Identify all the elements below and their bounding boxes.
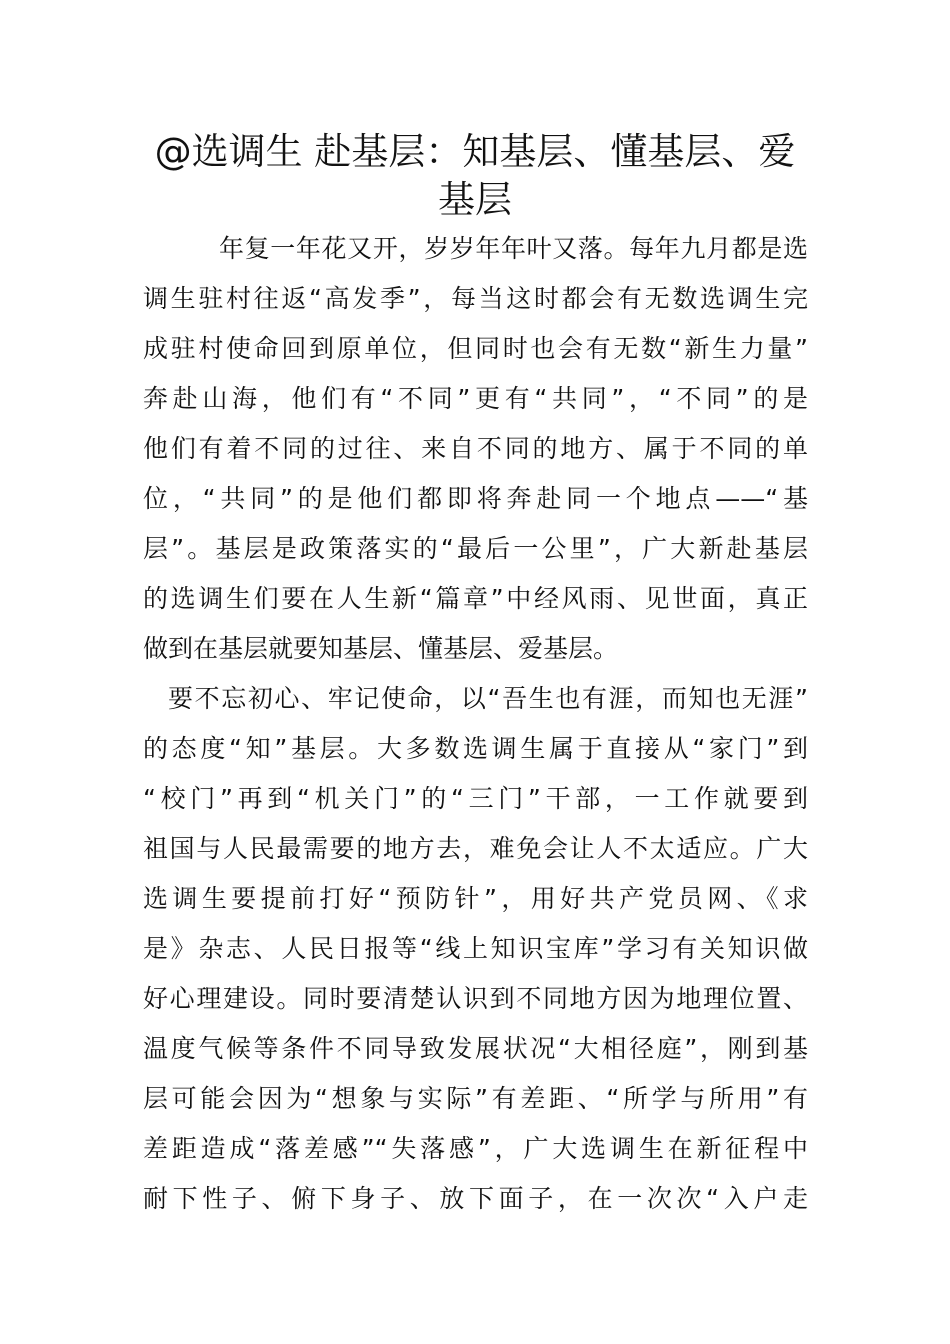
- paragraph-line: 选调生要提前打好“预防针”，用好共产党员网、《求: [143, 884, 808, 913]
- paragraph-line: 祖国与人民最需要的地方去，难免会让人不太适应。广大: [143, 834, 808, 863]
- paragraph-line: 的选调生们要在人生新“篇章”中经风雨、见世面，真正: [143, 584, 808, 613]
- paragraph-line: 年复一年花又开，岁岁年年叶又落。每年九月都是选: [219, 234, 808, 263]
- paragraph-line: 调生驻村往返“高发季”，每当这时都会有无数选调生完: [143, 284, 808, 313]
- paragraph-line: 温度气候等条件不同导致发展状况“大相径庭”，刚到基: [143, 1034, 808, 1063]
- paragraph-line: “校门”再到“机关门”的“三门”干部，一工作就要到: [143, 784, 808, 813]
- paragraph-line: 层”。基层是政策落实的“最后一公里”，广大新赴基层: [143, 534, 808, 563]
- paragraph-line: 位，“共同”的是他们都即将奔赴同一个地点——“基: [143, 484, 808, 513]
- paragraph-line: 成驻村使命回到原单位，但同时也会有无数“新生力量”: [143, 334, 808, 363]
- paragraph-line: 的态度“知”基层。大多数选调生属于直接从“家门”到: [143, 734, 808, 763]
- paragraph-line: 奔赴山海，他们有“不同”更有“共同”，“不同”的是: [143, 384, 808, 413]
- paragraph-line: 差距造成“落差感”“失落感”，广大选调生在新征程中: [143, 1134, 808, 1163]
- paragraph-line: 是》杂志、人民日报等“线上知识宝库”学习有关知识做: [143, 934, 808, 963]
- paragraph-line: 耐下性子、俯下身子、放下面子，在一次次“入户走: [143, 1184, 808, 1213]
- paragraph-line: 好心理建设。同时要清楚认识到不同地方因为地理位置、: [143, 984, 808, 1013]
- paragraph-line: 要不忘初心、牢记使命，以“吾生也有涯，而知也无涯”: [168, 684, 808, 713]
- document-title: @选调生 赴基层：知基层、懂基层、爱基层: [154, 130, 796, 221]
- paragraph-line: 层可能会因为“想象与实际”有差距、“所学与所用”有: [143, 1084, 808, 1113]
- paragraph-line: 他们有着不同的过往、来自不同的地方、属于不同的单: [143, 434, 808, 463]
- paragraph-line: 做到在基层就要知基层、懂基层、爱基层。: [143, 634, 619, 663]
